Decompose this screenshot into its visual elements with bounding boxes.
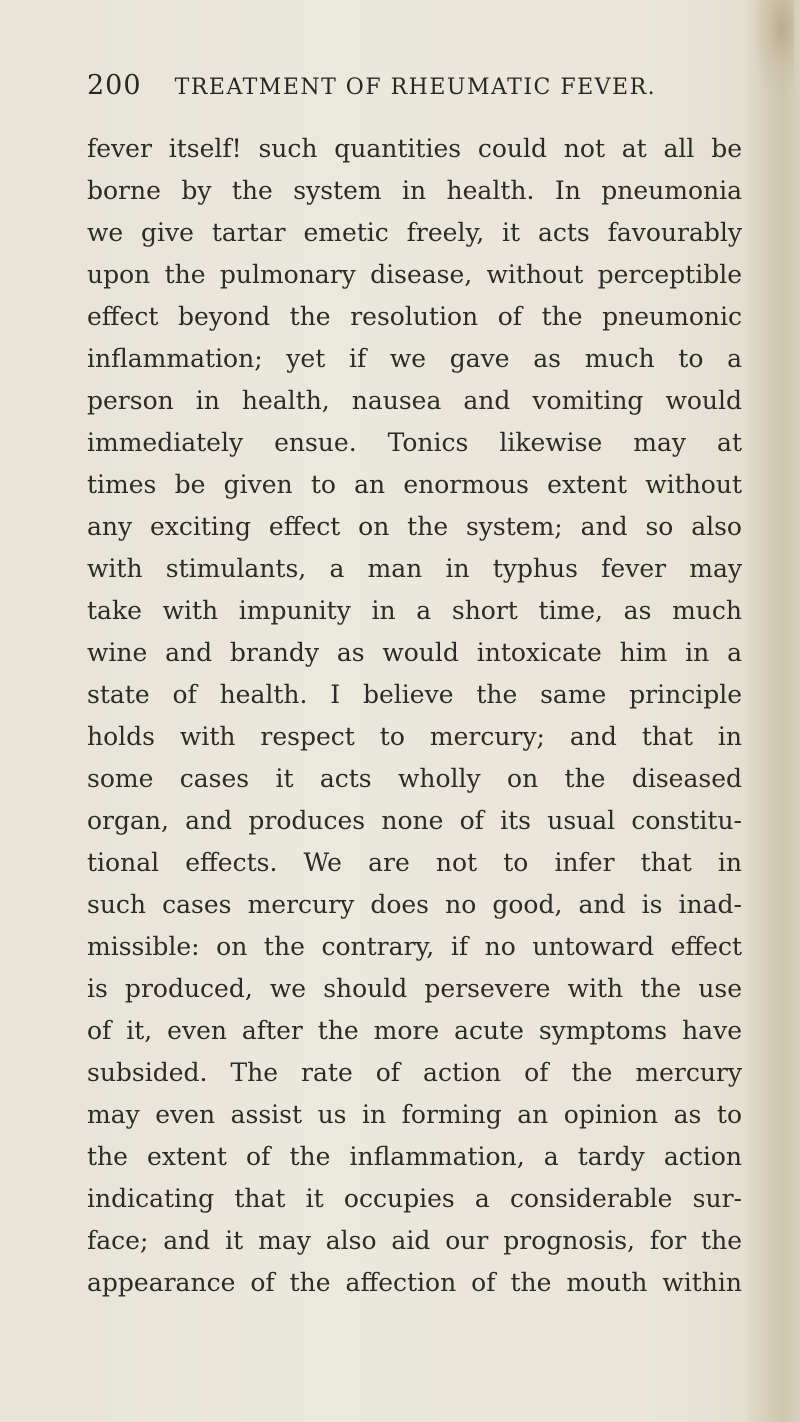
text-line: take with impunity in a short time, as much — [87, 596, 742, 625]
page-edge-shadow — [742, 0, 800, 1422]
text-line: wine and brandy as would intoxicate him in a — [87, 638, 742, 667]
text-line: times be given to an enormous extent without — [87, 470, 742, 499]
text-line: tional effects. We are not to infer that in — [87, 848, 742, 877]
running-title: TREATMENT OF RHEUMATIC FEVER. — [174, 75, 657, 100]
text-line: immediately ensue. Tonics likewise may at — [87, 428, 742, 457]
text-line: the extent of the inflammation, a tardy action — [87, 1142, 742, 1171]
text-line: borne by the system in health. In pneumonia — [87, 176, 742, 205]
text-line: is produced, we should persevere with the use — [87, 974, 742, 1003]
text-line: may even assist us in forming an opinion as to — [87, 1100, 742, 1129]
page-edge-stain — [754, 0, 794, 95]
text-line: holds with respect to mercury; and that in — [87, 722, 742, 751]
text-line: some cases it acts wholly on the diseased — [87, 764, 742, 793]
text-line: inflammation; yet if we gave as much to a — [87, 344, 742, 373]
text-line: subsided. The rate of action of the mercury — [87, 1058, 742, 1087]
text-line: of it, even after the more acute symptoms have — [87, 1016, 742, 1045]
running-header — [87, 70, 747, 114]
text-line: indicating that it occupies a considerable sur- — [87, 1184, 742, 1213]
text-line: missible: on the contrary, if no untoward effect — [87, 932, 742, 961]
text-line: upon the pulmonary disease, without perceptible — [87, 260, 742, 289]
text-line: we give tartar emetic freely, it acts favourably — [87, 218, 742, 247]
text-line: person in health, nausea and vomiting would — [87, 386, 742, 415]
text-line: organ, and produces none of its usual constitu- — [87, 806, 742, 835]
text-line: with stimulants, a man in typhus fever may — [87, 554, 742, 583]
text-line: effect beyond the resolution of the pneumonic — [87, 302, 742, 331]
text-line: face; and it may also aid our prognosis, for the — [87, 1226, 742, 1255]
text-line: appearance of the affection of the mouth within — [87, 1268, 742, 1297]
text-line: state of health. I believe the same principle — [87, 680, 742, 709]
text-line: fever itself! such quantities could not at all be — [87, 134, 742, 163]
body-text — [87, 128, 742, 1304]
text-line: such cases mercury does no good, and is inad- — [87, 890, 742, 919]
page-number: 200 — [87, 70, 142, 101]
text-line: any exciting effect on the system; and so also — [87, 512, 742, 541]
